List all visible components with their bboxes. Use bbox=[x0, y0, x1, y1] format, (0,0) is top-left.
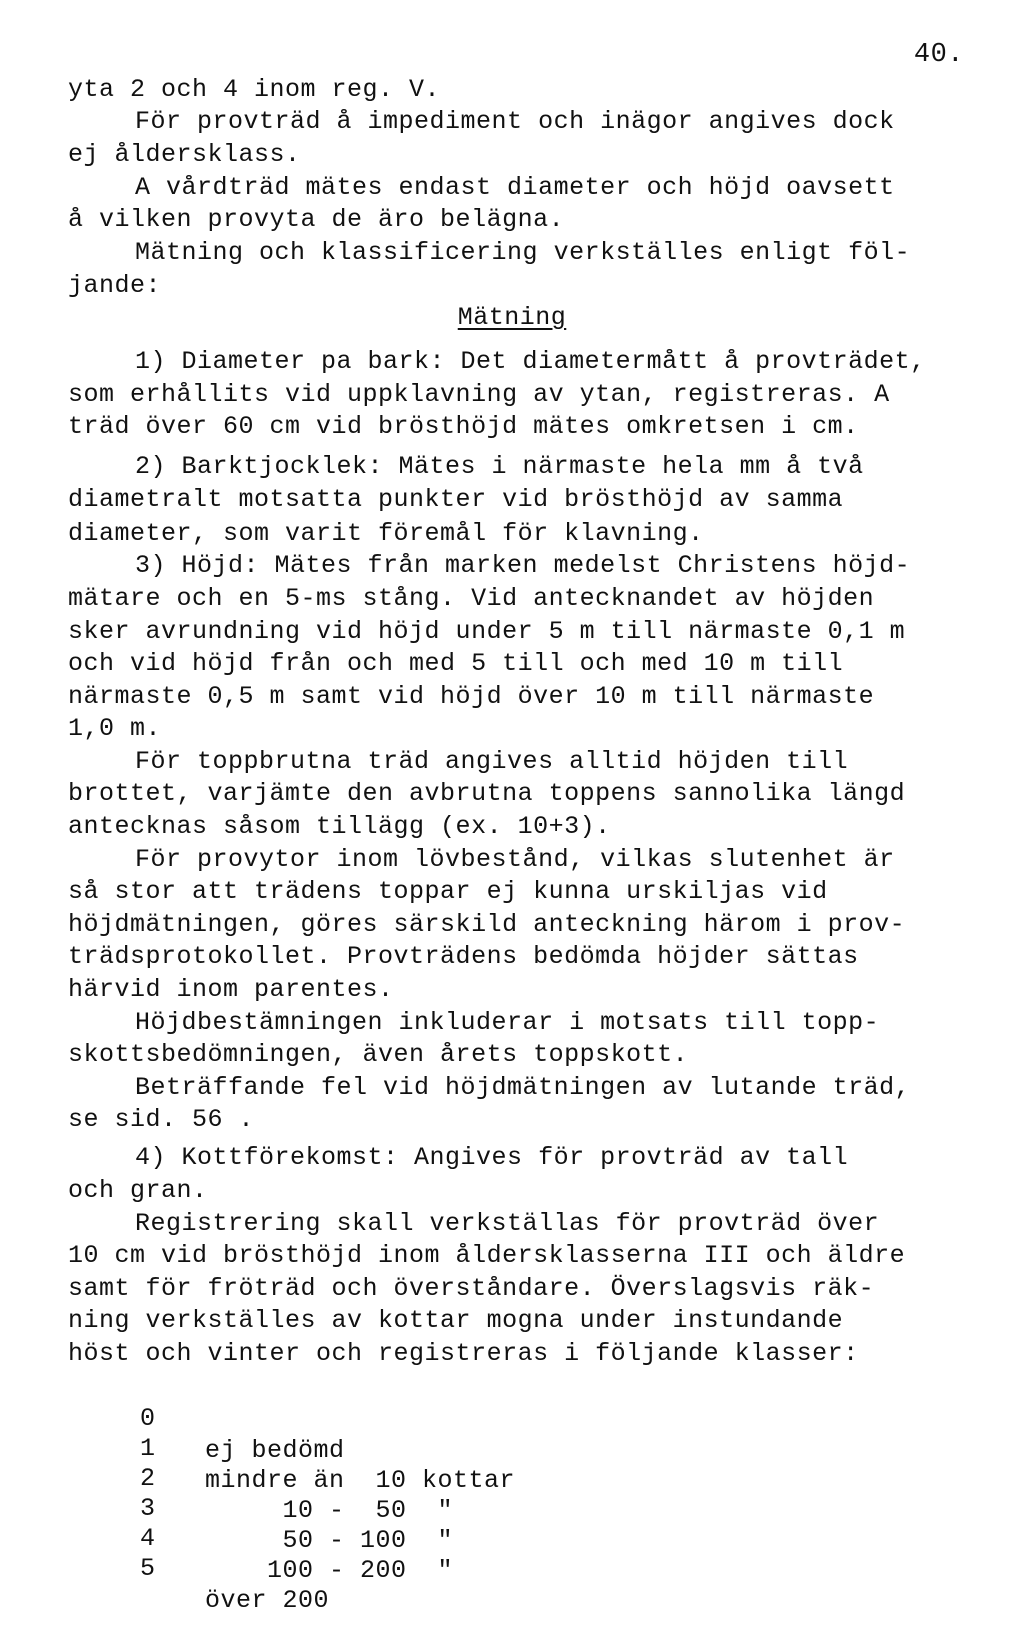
text-line: trädsprotokollet. Provträdens bedömda höjder sättas bbox=[68, 942, 859, 971]
section-heading: Mätning bbox=[457, 303, 567, 332]
text-line: yta 2 och 4 inom reg. V. bbox=[68, 75, 441, 104]
class-description: 50 - 100 " bbox=[205, 1526, 454, 1555]
class-number: 0 bbox=[140, 1404, 156, 1433]
text-line: å vilken provyta de äro belägna. bbox=[68, 205, 565, 234]
text-line: härvid inom parentes. bbox=[68, 975, 394, 1004]
text-line: A vårdträd mätes endast diameter och höjd oavsett bbox=[135, 173, 895, 202]
text-line: närmaste 0,5 m samt vid höjd över 10 m till närmaste bbox=[68, 682, 875, 711]
text-line: höjdmätningen, göres särskild anteckning härom i prov- bbox=[68, 910, 906, 939]
class-description: mindre än 10 kottar bbox=[205, 1466, 516, 1495]
text-line: 2) Barktjocklek: Mätes i närmaste hela mm å två bbox=[135, 452, 864, 481]
text-line: För provytor inom lövbestånd, vilkas slutenhet är bbox=[135, 845, 895, 874]
text-line: sker avrundning vid höjd under 5 m till närmaste 0,1 m bbox=[68, 617, 906, 646]
class-description: över 200 bbox=[205, 1586, 330, 1615]
text-line: 3) Höjd: Mätes från marken medelst Christens höjd- bbox=[135, 551, 911, 580]
class-number: 3 bbox=[140, 1494, 156, 1523]
class-description: 100 - 200 " bbox=[205, 1556, 454, 1585]
text-line: Höjdbestämningen inkluderar i motsats till topp- bbox=[135, 1008, 880, 1037]
text-line: Mätning och klassificering verkställes enligt föl- bbox=[135, 238, 911, 267]
text-line: ej åldersklass. bbox=[68, 140, 301, 169]
text-line: brottet, varjämte den avbrutna toppens sannolika längd bbox=[68, 779, 906, 808]
text-line: 1) Diameter pa bark: Det diametermått å provträdet, bbox=[135, 347, 926, 376]
text-line: antecknas såsom tillägg (ex. 10+3). bbox=[68, 812, 611, 841]
text-line: och gran. bbox=[68, 1176, 208, 1205]
text-line: För provträd å impediment och inägor angives dock bbox=[135, 107, 895, 136]
text-line: och vid höjd från och med 5 till och med 10 m till bbox=[68, 649, 844, 678]
class-number: 5 bbox=[140, 1554, 156, 1583]
text-line: ning verkställes av kottar mogna under instundande bbox=[68, 1306, 844, 1335]
class-description: 10 - 50 " bbox=[205, 1496, 454, 1525]
class-number: 4 bbox=[140, 1524, 156, 1553]
text-line: Registrering skall verkställas för provträd över bbox=[135, 1209, 880, 1238]
text-line: som erhållits vid uppklavning av ytan, registreras. A bbox=[68, 380, 890, 409]
text-line: träd över 60 cm vid brösthöjd mätes omkretsen i cm. bbox=[68, 412, 859, 441]
text-line: diametralt motsatta punkter vid brösthöjd av samma bbox=[68, 485, 844, 514]
text-line: se sid. 56 . bbox=[68, 1105, 255, 1134]
class-description: ej bedömd bbox=[205, 1436, 345, 1465]
class-number: 2 bbox=[140, 1464, 156, 1493]
text-line: skottsbedömningen, även årets toppskott. bbox=[68, 1040, 689, 1069]
text-line: samt för fröträd och överståndare. Överslagsvis räk- bbox=[68, 1274, 875, 1303]
text-line: 10 cm vid brösthöjd inom åldersklasserna III och äldre bbox=[68, 1241, 906, 1270]
text-line: höst och vinter och registreras i följande klasser: bbox=[68, 1339, 859, 1368]
text-line: diameter, som varit föremål för klavning. bbox=[68, 519, 704, 548]
text-line: jande: bbox=[68, 271, 162, 300]
text-line: så stor att trädens toppar ej kunna urskiljas vid bbox=[68, 877, 828, 906]
text-line: Beträffande fel vid höjdmätningen av lutande träd, bbox=[135, 1073, 911, 1102]
class-number: 1 bbox=[140, 1434, 156, 1463]
text-line: mätare och en 5-ms stång. Vid antecknandet av höjden bbox=[68, 584, 875, 613]
text-line: 4) Kottförekomst: Angives för provträd av tall bbox=[135, 1143, 849, 1172]
page-number: 40. bbox=[913, 40, 964, 70]
text-line: För toppbrutna träd angives alltid höjden till bbox=[135, 747, 849, 776]
text-line: 1,0 m. bbox=[68, 714, 162, 743]
